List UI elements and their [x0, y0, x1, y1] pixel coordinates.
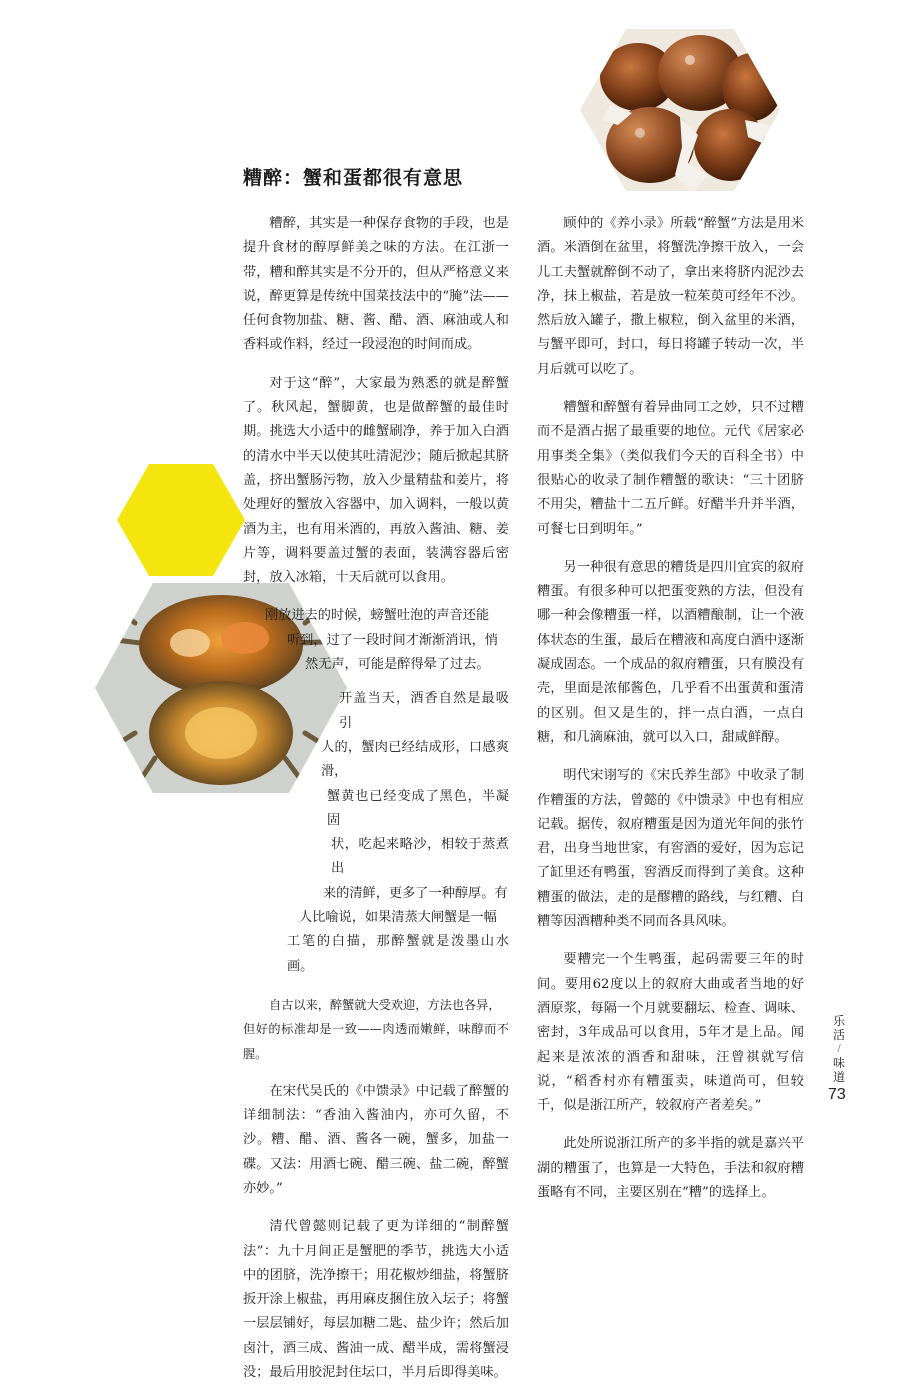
paragraph: 对于这“醉”，大家最为熟悉的就是醉蟹了。秋风起，蟹脚黄，也是做醉蟹的最佳时期。挑选大小适中的雌蟹刷净，养于加入白酒的清水中半天以使其吐清泥沙；随后掀起其脐盖，挤出蟹肠污物，放入少量精盐和姜片，将处理好的蟹放入容器中，加入调料，一般以黄酒为主，也有用米酒的，再放入酱油、糖、姜片等，调料要盖过蟹的表面，装满容器后密封，放入冰箱，十天后就可以食用。 — [243, 375, 509, 586]
text-line: 但好的标准却是一致——肉透而嫩鲜，味醇而不腥。 — [243, 1022, 509, 1061]
paragraph: 此处所说浙江所产的多半指的就是嘉兴平湖的糟蛋了，也算是一大特色，手法和叙府糟蛋略有不同，主要区别在“糟”的选择上。 — [537, 1136, 804, 1200]
text-line: 然无声，可能是醉得晕了过去。 — [305, 657, 490, 673]
paragraph — [243, 993, 509, 1066]
eggs-photo — [580, 25, 780, 195]
paragraph — [243, 687, 509, 979]
paragraph: 另一种很有意思的糟货是四川宜宾的叙府糟蛋。有很多种可以把蛋变熟的方法，但没有哪一种会像糟蛋一样，以酒糟酿制，让一个液体状态的生蛋，最后在糟液和高度白酒中逐渐凝成固态。一个成品的叙府糟蛋，只有膜没有壳，里面是浓郁酱色，几乎看不出蛋黄和蛋清的区别。但又是生的，拌一点白酒，一点白糖，和几滴麻油，就可以入口，甜咸鲜醇。 — [537, 559, 804, 745]
text-line: 自古以来，醉蟹就大受欢迎，方法也各异， — [269, 997, 501, 1012]
paragraph: 顾仲的《养小录》所载“醉蟹”方法是用米酒。米酒倒在盆里，将蟹洗净擦干放入，一会儿工夫蟹就醉倒不动了，拿出来将脐内泥沙去净，抹上椒盐，若是放一粒茱萸可经年不沙。然后放入罐子，撒上椒粒，倒入盆里的米酒，与蟹平即可，封口，每日将罐子转动一次，半月后就可以吃了。 — [537, 216, 804, 377]
text-line: 人的，蟹肉已经结成形，口感爽滑， — [321, 739, 509, 780]
text-line: 刚放进去的时候，螃蟹吐泡的声音还能 — [265, 608, 490, 624]
right-text-column — [537, 212, 804, 1219]
page-number: 73 — [828, 1086, 846, 1103]
paragraph — [243, 604, 509, 677]
text-line: 工笔的白描，那醉蟹就是泼墨山水画。 — [287, 934, 509, 974]
text-line: 开盖当天，酒香自然是最吸引 — [339, 691, 509, 731]
section-label-a: 乐活 — [832, 1014, 845, 1042]
left-text-column — [243, 212, 509, 1399]
section-divider: / — [837, 1043, 841, 1054]
text-line: 蟹黄也已经变成了黑色，半凝固 — [327, 788, 509, 828]
text-line: 来的清鲜，更多了一种醇厚。有 — [323, 885, 508, 901]
paragraph: 糟蟹和醉蟹有着异曲同工之妙，只不过糟而不是酒占据了最重要的地位。元代《居家必用事类全集》（类似我们今天的百科全书）中很贴心的收录了制作糟蟹的歌诀：“三十团脐不用尖，糟盐十二五斤鲜。好醋半升并半酒，可餐七日到明年。” — [537, 400, 804, 537]
section-label-b: 味道 — [832, 1056, 845, 1084]
text-line: 状，吃起来略沙，相较于蒸煮出 — [331, 837, 509, 877]
paragraph: 明代宋诩写的《宋氏养生部》中收录了制作糟蛋的方法，曾懿的《中馈录》中也有相应记载。据传，叙府糟蛋是因为道光年间的张竹君，出身当地世家，有窖酒的爱好，因为忘记了缸里还有鸭蛋，窖酒反而得到了美食。这种糟蛋的做法，走的是醪糟的路线，与红糟、白糟等因酒糟种类不同而各具风味。 — [537, 768, 804, 930]
yellow-hexagon-decoration — [117, 464, 245, 576]
paragraph: 糟醉，其实是一种保存食物的手段，也是提升食材的醇厚鲜美之味的方法。在江浙一带，糟和醉其实是不分开的，但从严格意义来说，醉更算是传统中国菜技法中的“腌”法——任何食物加盐、糖、酱、醋、酒、麻油或人和香料或作料，经过一段浸泡的时间而成。 — [243, 216, 509, 353]
text-line: 听到，过了一段时间才渐渐消讯，悄 — [287, 632, 498, 648]
section-label — [831, 1014, 847, 1084]
paragraph: 在宋代吴氏的《中馈录》中记载了醉蟹的详细制法：“香油入酱油内，亦可久留，不沙。糟、醋、酒、酱各一碗，蟹多，加盐一碟。又法：用酒七碗、醋三碗、盐二碗，醉蟹亦妙。” — [243, 1083, 509, 1196]
text-line: 人比喻说，如果清蒸大闸蟹是一幅 — [299, 910, 497, 926]
paragraph: 清代曾懿则记载了更为详细的“制醉蟹法”：九十月间正是蟹肥的季节，挑选大小适中的团脐，洗净擦干；用花椒炒细盐，将蟹脐扳开涂上椒盐，再用麻皮捆住放入坛子；将蟹一层层铺好，每层加糖二匙、盐少许；然后加卤汁，酒三成、酱油一成、醋半成，需将蟹浸没；最后用胶泥封住坛口，半月后即得美味。 — [243, 1219, 509, 1381]
article-title: 糟醉：蟹和蛋都很有意思 — [243, 167, 464, 189]
paragraph: 要糟完一个生鸭蛋，起码需要三年的时间。要用62度以上的叙府大曲或者当地的好酒原浆，每隔一个月就要翻坛、检查、调味、密封，3年成品可以食用，5年才是上品。闻起来是浓浓的酒香和甜味，汪曾祺就写信说，“稻香村亦有糟蛋卖，味道尚可，但较千，似是浙江所产，较叙府产者差矣。” — [537, 952, 804, 1114]
